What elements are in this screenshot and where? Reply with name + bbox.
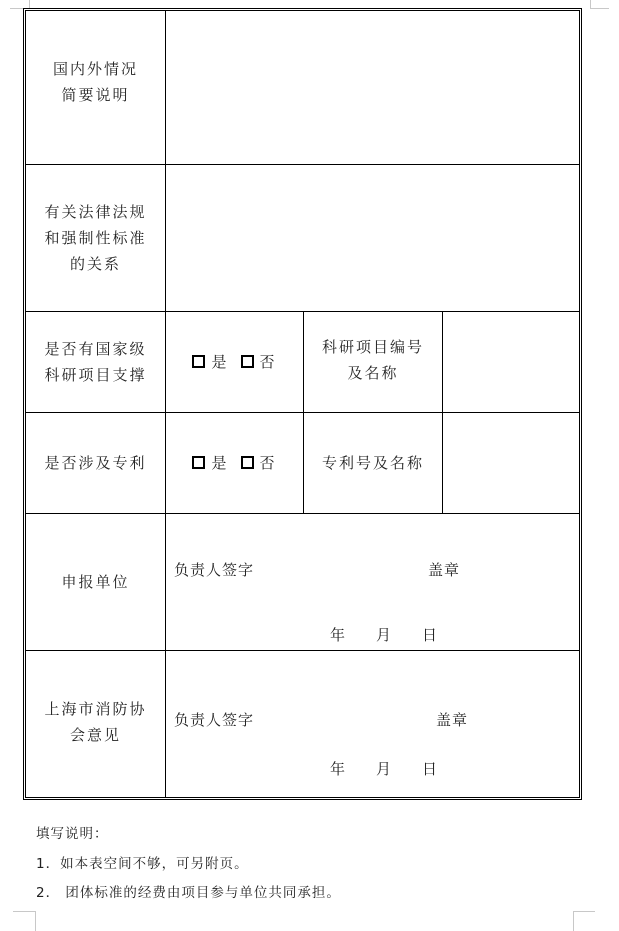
seal-label: 盖章 [428,561,461,579]
application-form-table [23,8,582,800]
option-no[interactable]: 否 [241,450,277,476]
checkbox-icon[interactable] [192,355,205,368]
label-research-project-number: 科研项目编号 及名称 [321,338,424,382]
signature-label: 负责人签字 [174,711,255,729]
label-fire-association-opinion: 上海市消防协 会意见 [44,700,147,744]
option-yes[interactable]: 是 [192,349,228,375]
crop-mark-top-right [590,0,591,9]
date-month: 月 [376,760,393,778]
option-yes[interactable]: 是 [192,450,228,476]
notes-title: 填写说明： [36,826,109,842]
patent-options [166,413,303,513]
label-patent-involved: 是否涉及专利 [44,454,147,472]
seal-label: 盖章 [436,711,469,729]
label-patent-number: 专利号及名称 [321,454,424,472]
input-patent-number[interactable] [443,413,579,513]
applicant-signature-area[interactable] [166,514,579,650]
date-day: 日 [422,626,439,644]
option-no[interactable]: 否 [241,349,277,375]
signature-label: 负责人签字 [174,561,255,579]
date-year: 年 [330,626,347,644]
input-research-project-number[interactable] [443,312,579,412]
note-item: 2． 团体标准的经费由项目参与单位共同承担。 [36,885,341,901]
association-signature-area[interactable] [166,651,579,797]
crop-mark-bottom-left [35,911,36,931]
crop-mark-top-right [591,8,609,9]
label-domestic-foreign-situation: 国内外情况 简要说明 [52,59,138,104]
research-support-options [166,312,303,412]
note-item: 1．如本表空间不够，可另附页。 [36,856,249,872]
crop-mark-bottom-right [573,911,595,912]
checkbox-icon[interactable] [241,355,254,368]
date-year: 年 [330,760,347,778]
crop-mark-bottom-left [13,911,35,912]
label-applicant-unit: 申报单位 [61,573,130,591]
checkbox-icon[interactable] [241,456,254,469]
date-month: 月 [376,626,393,644]
input-laws-regulations[interactable] [166,165,579,311]
label-laws-regulations: 有关法律法规 和强制性标准 的关系 [44,203,147,273]
checkbox-icon[interactable] [192,456,205,469]
crop-mark-bottom-right [573,911,574,931]
label-national-research-support: 是否有国家级 科研项目支撑 [44,340,147,384]
input-domestic-foreign-situation[interactable] [166,11,579,164]
date-day: 日 [422,760,439,778]
